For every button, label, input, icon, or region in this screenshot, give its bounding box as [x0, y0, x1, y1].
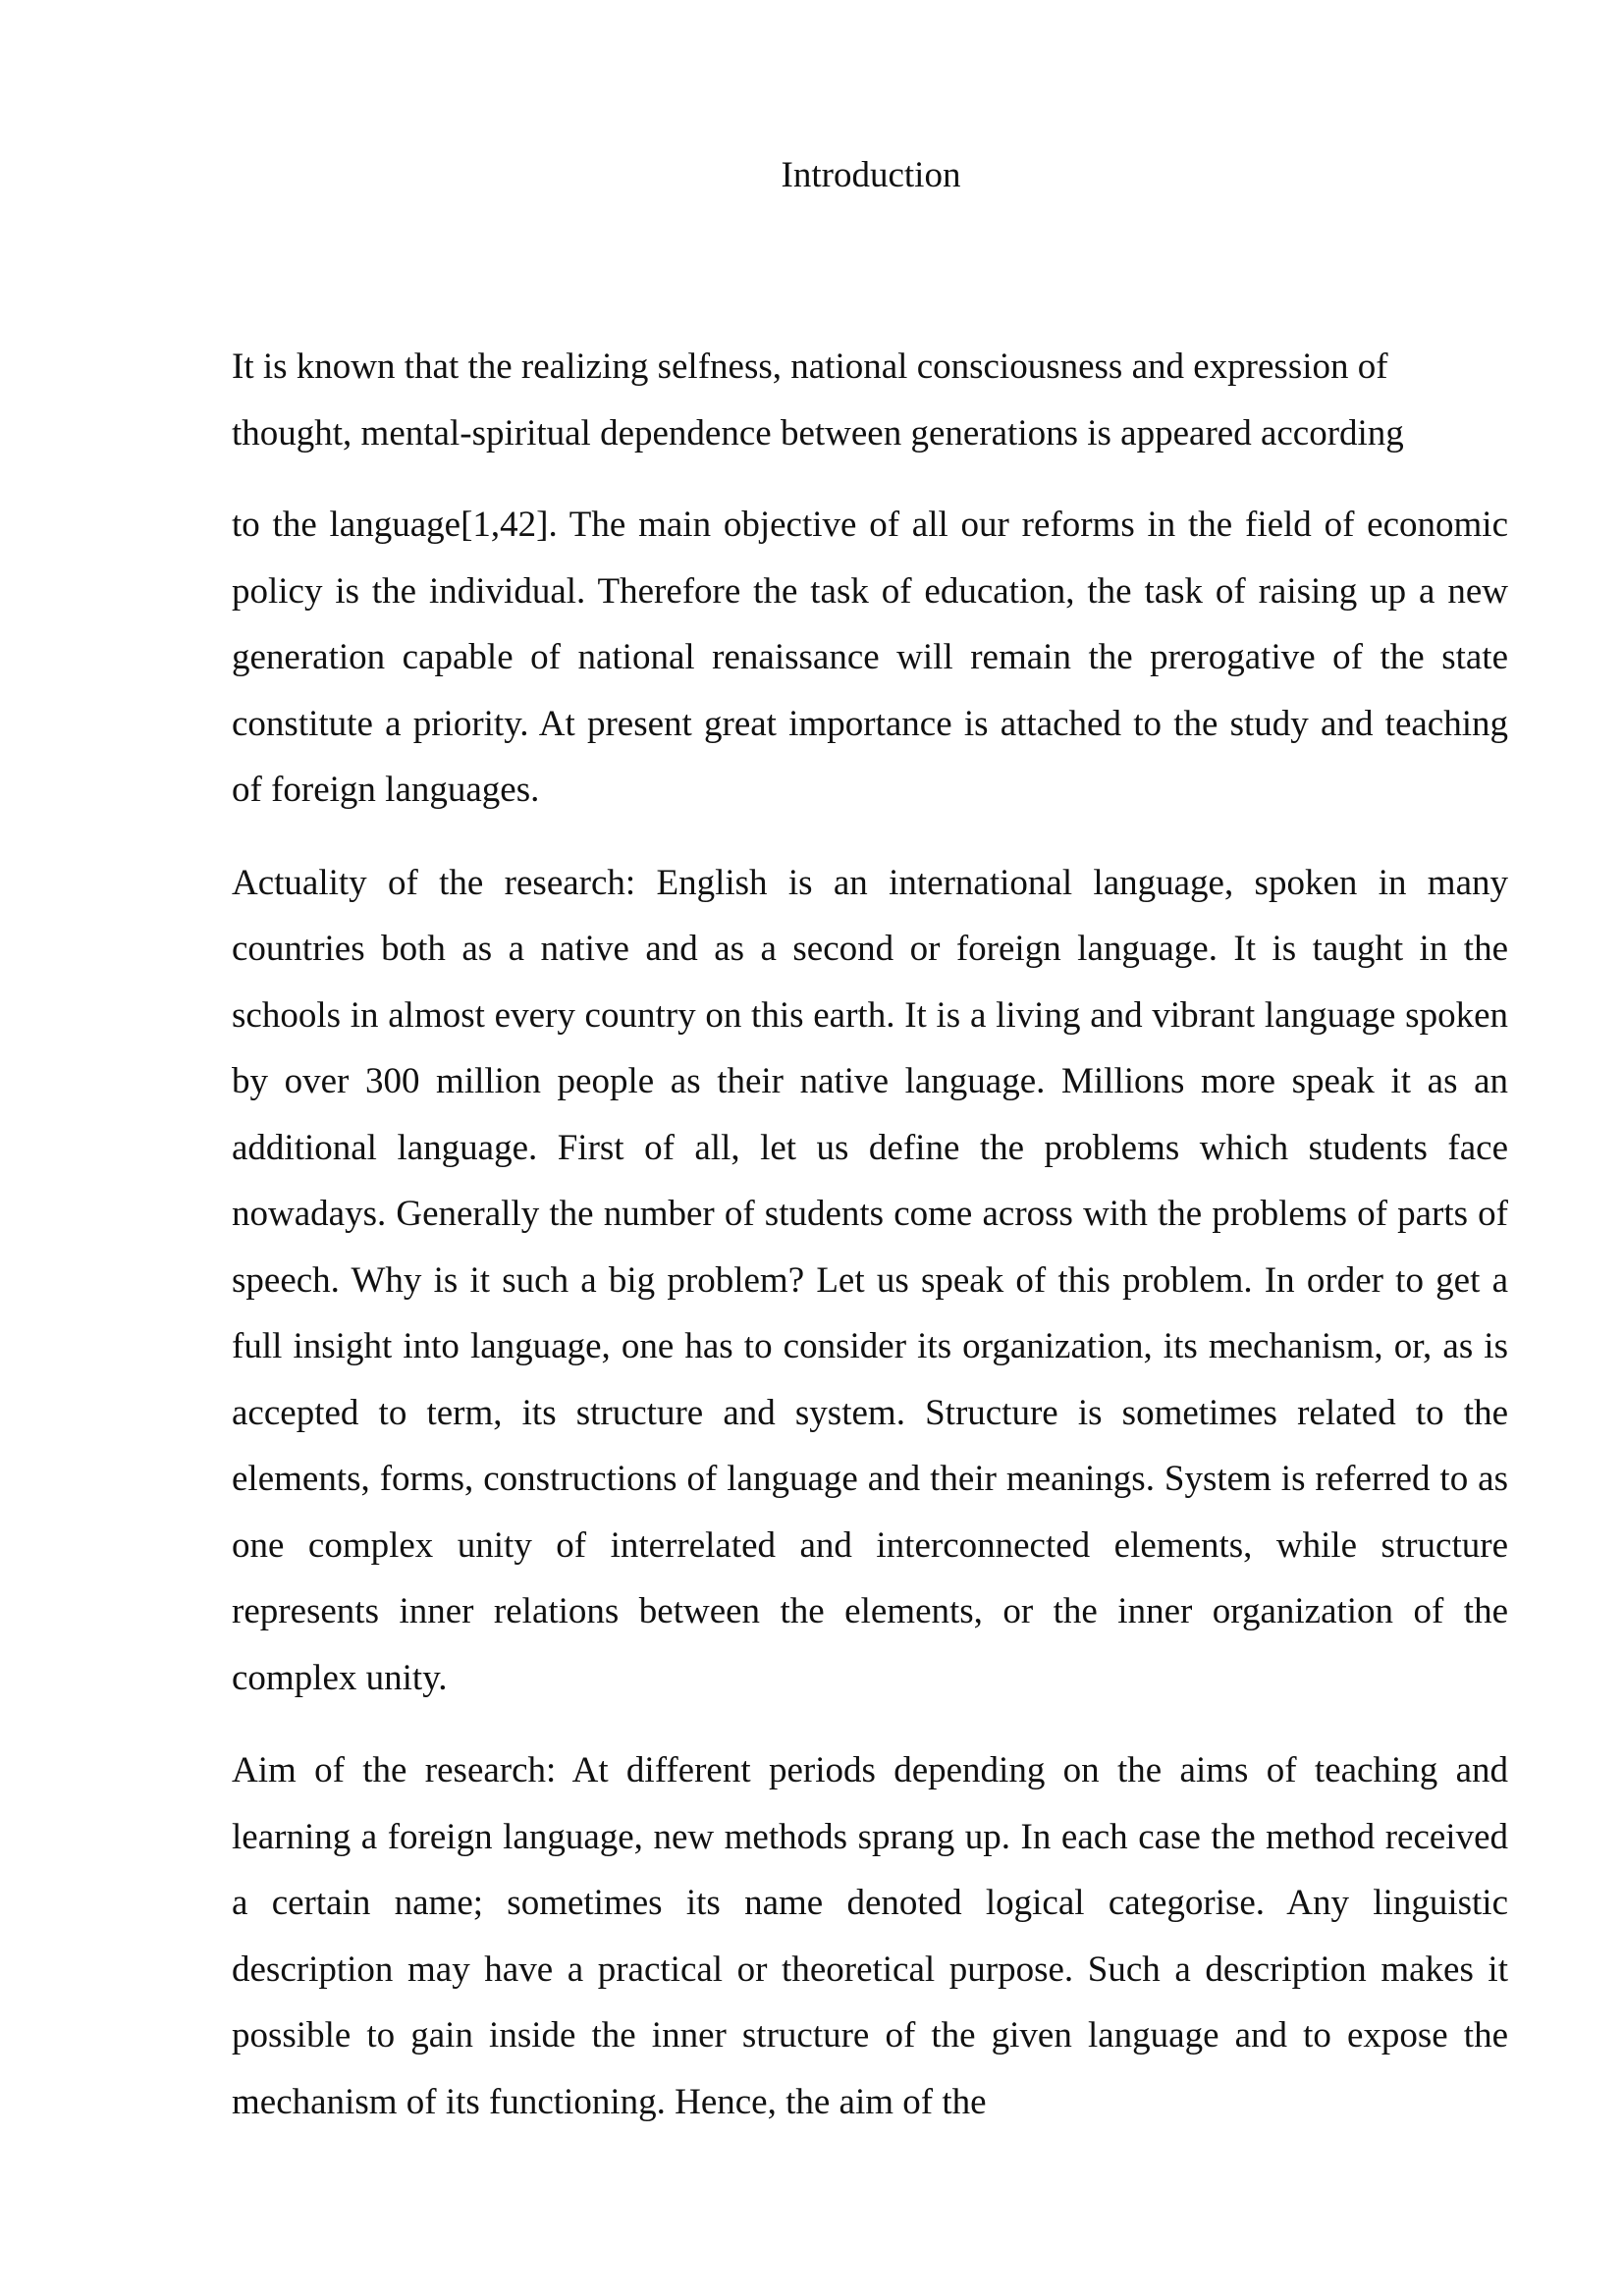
paragraph-gap [232, 824, 1508, 850]
paragraph-reforms: to the language[1,42]. The main objective of all our reforms in the field of economic policy is the individual. Therefore the task of education, the task of raising up a new generation capable of national renaissance will remain the prerogative of the state constitute a priority. At present great importance is attached to the study and teaching of foreign languages. [232, 505, 1508, 810]
paragraph-aim: Aim of the research: At different periods depending on the aims of teaching and learning a foreign language, new methods sprang up. In each case the method received a certain name; sometimes its name denoted logical categorise. Any linguistic description may have a practical or theoretical purpose. Such a description makes it possible to gain inside the inner structure of the given language and to expose the mechanism of its functioning. Hence, the aim of the [232, 1750, 1508, 2122]
paragraph-intro: It is known that the realizing selfness, national consciousness and expression of thought, mental-spiritual dependence between generations is appeared according [232, 347, 1404, 454]
body-text [232, 334, 1508, 2135]
page-title: Introduction [781, 155, 961, 195]
paragraph-gap [232, 466, 1508, 492]
paragraph-actuality: Actuality of the research: English is an international language, spoken in many countries both as a native and as a second or foreign language. It is taught in the schools in almost every country on this earth. It is a living and vibrant language spoken by over 300 million people as their native language. Millions more speak it as an additional language. First of all, let us define the problems which students face nowadays. Generally the number of students come across with the problems of parts of speech. Why is it such a big problem? Let us speak of this problem. In order to get a full insight into language, one has to consider its organization, its mechanism, or, as is accepted to term, its structure and system. Structure is sometimes related to the elements, forms, constructions of language and their meanings. System is referred to as one complex unity of interrelated and interconnected elements, while structure represents inner relations between the elements, or the inner organization of the complex unity. [232, 862, 1508, 1698]
paragraph-gap [232, 1711, 1508, 1737]
